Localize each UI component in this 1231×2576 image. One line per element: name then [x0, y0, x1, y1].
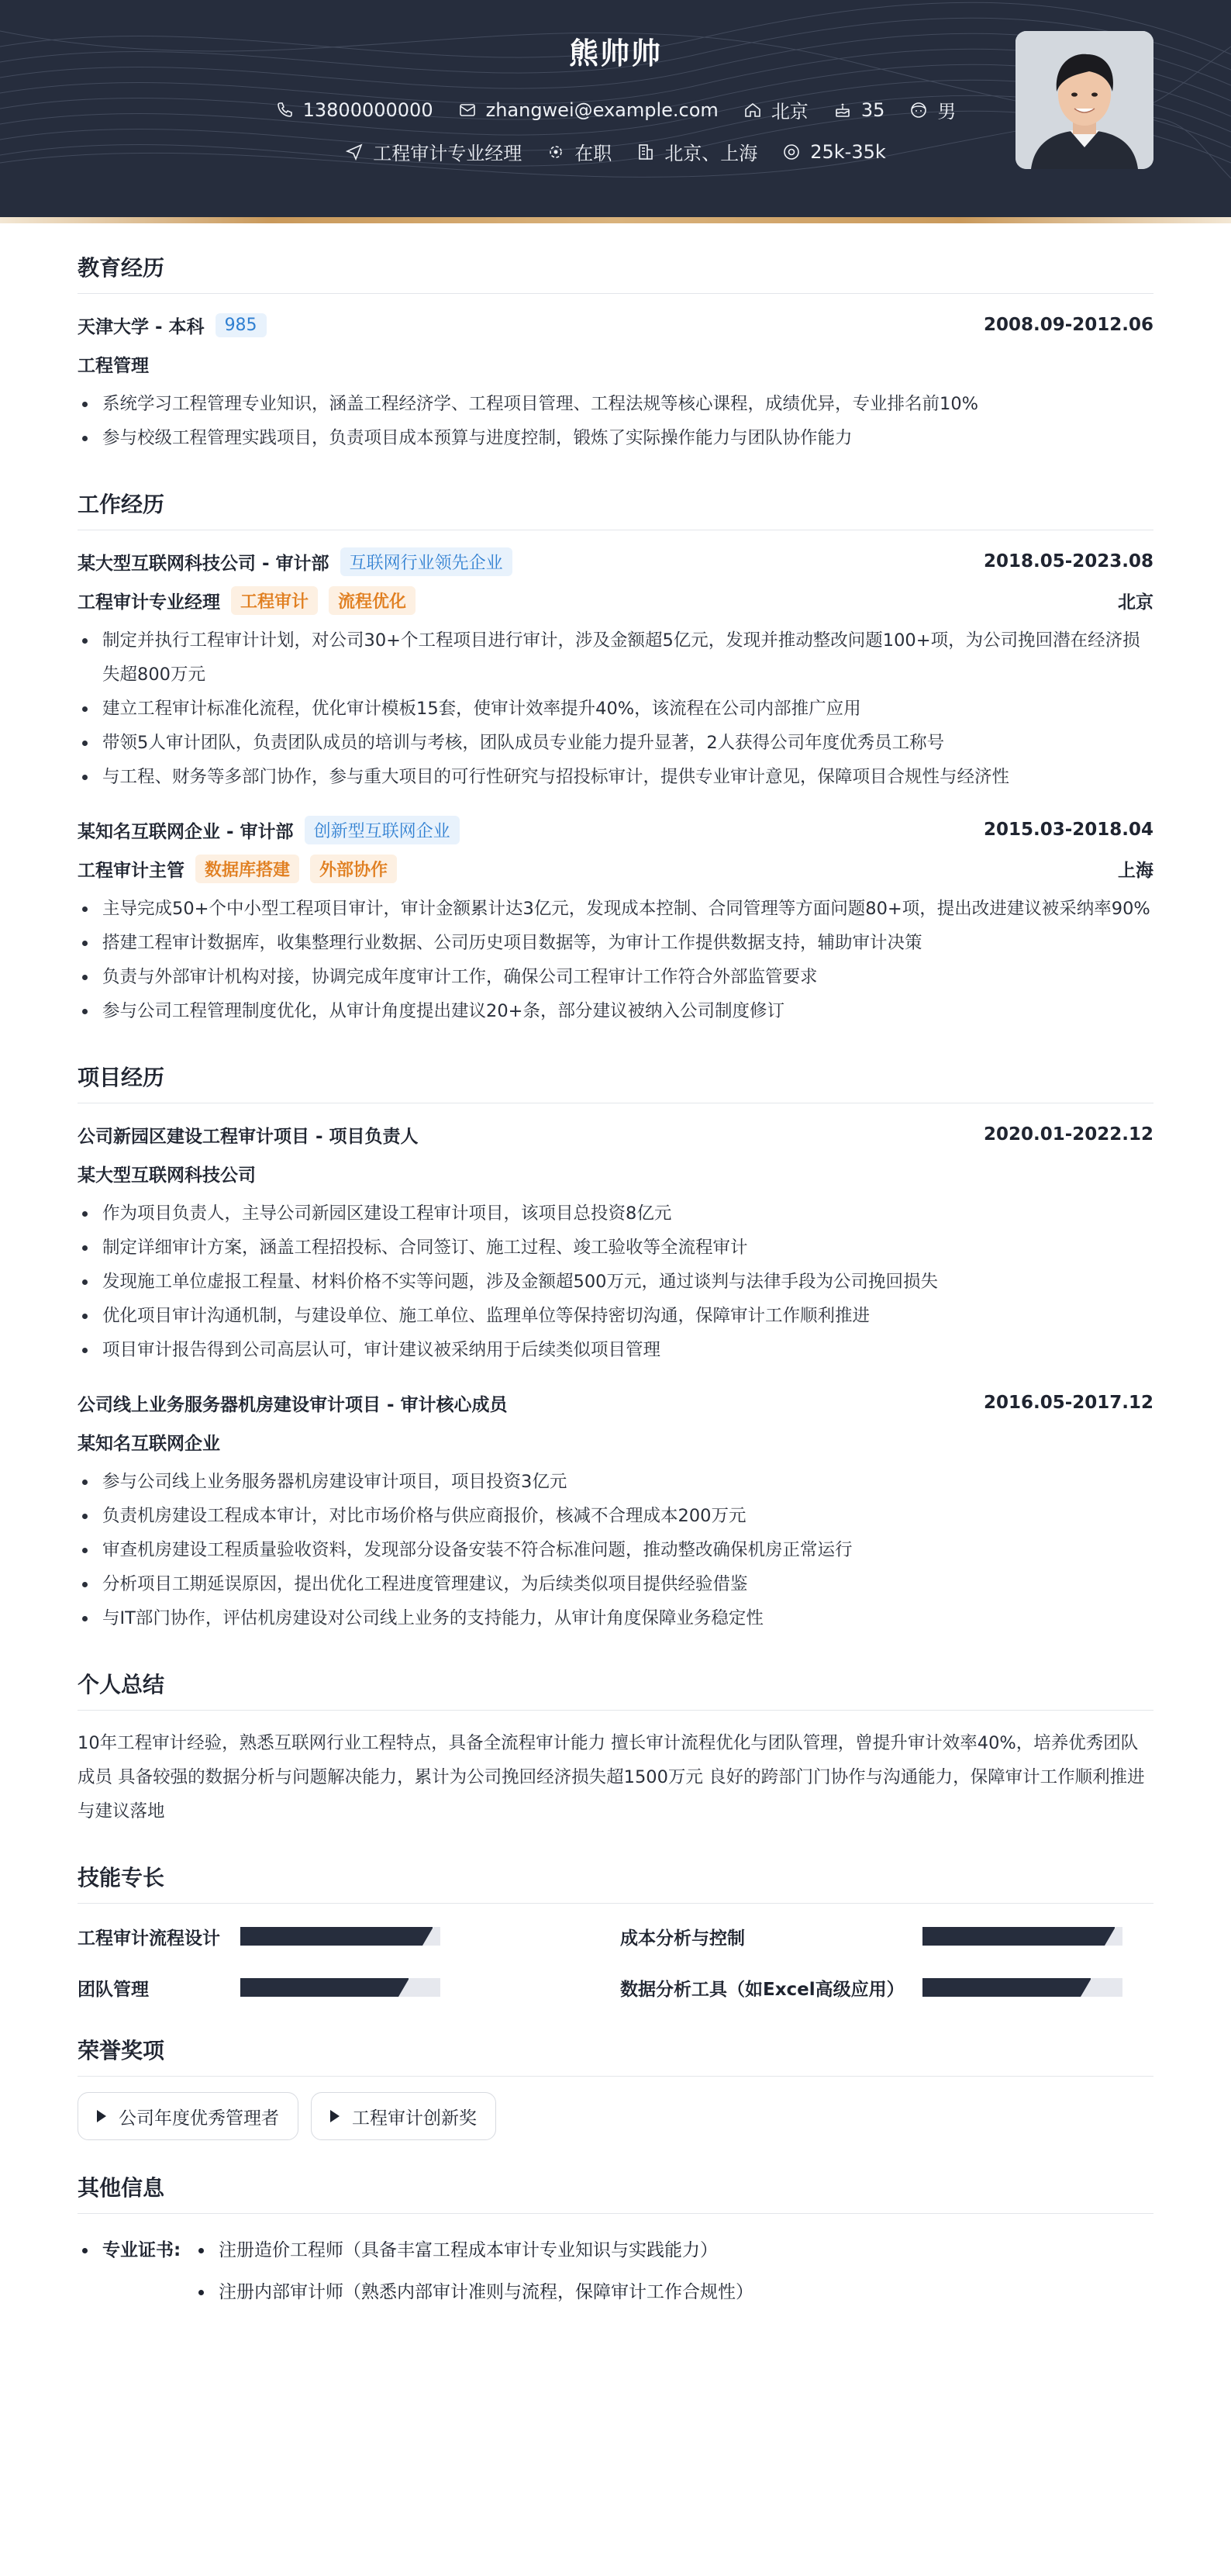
honor-badge — [78, 2092, 298, 2140]
gender-info — [909, 96, 956, 123]
education-entry — [78, 309, 1153, 455]
building-icon — [636, 143, 655, 161]
expected-salary: 25k-35k — [810, 140, 886, 163]
role-tag: 工程审计 — [231, 586, 318, 615]
projects-section — [78, 1061, 1153, 1635]
work-bullets — [78, 623, 1153, 794]
honor-badge — [311, 2092, 496, 2140]
work-location: 北京 — [1118, 592, 1153, 613]
certificates-list — [194, 2229, 753, 2313]
list-item: 优化项目审计沟通机制，与建设单位、施工单位、监理单位等保持密切沟通，保障审计工作顺利推进 — [78, 1299, 1153, 1333]
skill-level-fill — [922, 1978, 1091, 1997]
resume-body — [78, 223, 1153, 2313]
play-icon — [330, 2110, 340, 2122]
skills-section — [78, 1861, 1153, 2005]
project-name: 公司新园区建设工程审计项目 - 项目负责人 — [78, 1126, 419, 1147]
target-city: 北京、上海 — [664, 143, 758, 164]
work-section — [78, 488, 1153, 1028]
list-item: 系统学习工程管理专业知识，涵盖工程经济学、工程项目管理、工程法规等核心课程，成绩优异，专业排名前10% — [78, 387, 1153, 421]
summary-text: 10年工程审计经验，熟悉互联网行业工程特点，具备全流程审计能力 擅长审计流程优化与团队管理，曾提升审计效率40%，培养优秀团队成员 具备较强的数据分析与问题解决能力，累计为公司挽回经济损失超1500万元 良好的跨部门门协作与沟通能力，保障审计工作顺利推进与建议落地 — [78, 1733, 1145, 1822]
profile-photo — [1015, 31, 1153, 169]
list-item: 与工程、财务等多部门协作，参与重大项目的可行性研究与招投标审计，提供专业审计意见，保障项目合规性与经济性 — [78, 760, 1153, 794]
work-entry — [78, 814, 1153, 1028]
send-icon — [345, 143, 364, 161]
list-item: 参与公司线上业务服务器机房建设审计项目，项目投资3亿元 — [78, 1465, 1153, 1499]
play-icon — [97, 2110, 106, 2122]
city-info — [743, 96, 809, 123]
target-city-info — [636, 138, 757, 165]
project-org: 某知名互联网企业 — [78, 1433, 220, 1454]
home-icon — [743, 101, 762, 119]
honor-label: 公司年度优秀管理者 — [119, 2108, 279, 2129]
skill-level-fill — [240, 1927, 433, 1946]
email-info — [458, 99, 719, 121]
list-item: 项目审计报告得到公司高层认可，审计建议被采纳用于后续类似项目管理 — [78, 1333, 1153, 1367]
list-item: 发现施工单位虚报工程量、材料价格不实等问题，涉及金额超500万元，通过谈判与法律手段为公司挽回损失 — [78, 1265, 1153, 1299]
job-title: 工程审计专业经理 — [78, 592, 220, 613]
project-entry — [78, 1387, 1153, 1635]
list-item: 注册内部审计师（熟悉内部审计准则与流程，保障审计工作合规性） — [194, 2271, 753, 2313]
age-info — [833, 99, 885, 121]
section-title-other: 其他信息 — [78, 2171, 1153, 2214]
list-item: 与IT部门协作，评估机房建设对公司线上业务的支持能力，从审计角度保障业务稳定性 — [78, 1601, 1153, 1635]
skills-grid — [78, 1919, 1153, 2005]
section-title-education: 教育经历 — [78, 251, 1153, 294]
list-item: 制定详细审计方案，涵盖工程招投标、合同签订、施工过程、竣工验收等全流程审计 — [78, 1231, 1153, 1265]
company-tag: 创新型互联网企业 — [305, 816, 460, 844]
section-title-projects: 项目经历 — [78, 1061, 1153, 1103]
honor-label: 工程审计创新奖 — [352, 2108, 477, 2129]
skill-level-bar — [240, 1978, 440, 1997]
job-title: 工程审计主管 — [78, 860, 184, 881]
work-bullets — [78, 892, 1153, 1028]
list-item: 参与公司工程管理制度优化，从审计角度提出建议20+条，部分建议被纳入公司制度修订 — [78, 994, 1153, 1028]
job-status: 在职 — [574, 143, 612, 164]
education-section — [78, 251, 1153, 455]
company-tag: 互联网行业领先企业 — [340, 547, 512, 576]
gold-divider — [0, 217, 1231, 223]
list-item: 审查机房建设工程质量验收资料，发现部分设备安装不符合标准问题，推动整改确保机房正常运行 — [78, 1533, 1153, 1567]
cake-icon — [833, 101, 852, 119]
honors-list — [78, 2092, 1153, 2140]
project-org: 某大型互联网科技公司 — [78, 1165, 256, 1186]
gender-value: 男 — [937, 101, 957, 123]
status-info — [547, 138, 612, 165]
project-period: 2020.01-2022.12 — [983, 1124, 1153, 1145]
skill-item — [78, 1970, 620, 2005]
role-tag: 数据库搭建 — [195, 855, 299, 883]
list-item: 搭建工程审计数据库，收集整理行业数据、公司历史项目数据等，为审计工作提供数据支持，辅助审计决策 — [78, 926, 1153, 960]
role-tag: 流程优化 — [329, 586, 416, 615]
skill-level-bar — [240, 1927, 440, 1946]
education-bullets — [78, 387, 1153, 455]
section-title-summary: 个人总结 — [78, 1668, 1153, 1711]
age-value: 35 — [860, 98, 885, 121]
section-title-work: 工作经历 — [78, 488, 1153, 530]
skill-name: 团队管理 — [78, 1979, 149, 2000]
resume-header — [0, 0, 1231, 223]
list-item: 带领5人审计团队，负责团队成员的培训与考核，团队成员专业能力提升显著，2人获得公司年度优秀员工称号 — [78, 726, 1153, 760]
list-item: 主导完成50+个中小型工程项目审计，审计金额累计达3亿元，发现成本控制、合同管理等方面问题80+项，提出改进建议被采纳率90% — [78, 892, 1153, 926]
project-entry — [78, 1119, 1153, 1367]
section-title-skills: 技能专长 — [78, 1861, 1153, 1904]
list-item: 负责与外部审计机构对接，协调完成年度审计工作，确保公司工程审计工作符合外部监管要求 — [78, 960, 1153, 994]
mail-icon — [458, 101, 477, 119]
certificates-label: 专业证书: — [78, 2229, 194, 2313]
skill-name: 成本分析与控制 — [620, 1928, 745, 1949]
project-name: 公司线上业务服务器机房建设审计项目 - 审计核心成员 — [78, 1394, 508, 1415]
list-item: 作为项目负责人，主导公司新园区建设工程审计项目，该项目总投资8亿元 — [78, 1196, 1153, 1231]
candidate-name: 熊帅帅 — [568, 36, 662, 71]
skill-item — [620, 1970, 1153, 2005]
project-bullets — [78, 1196, 1153, 1367]
major-name: 工程管理 — [78, 355, 149, 376]
avatar-illustration — [1015, 31, 1153, 169]
salary-info — [782, 141, 886, 163]
list-item: 注册造价工程师（具备丰富工程成本审计专业知识与实践能力） — [194, 2229, 753, 2271]
work-entry — [78, 546, 1153, 794]
honors-section — [78, 2034, 1153, 2140]
skill-name: 工程审计流程设计 — [78, 1928, 220, 1949]
role-tag: 外部协作 — [310, 855, 397, 883]
school-tag: 985 — [216, 313, 267, 337]
current-city: 北京 — [771, 101, 809, 123]
skill-item — [620, 1919, 1153, 1953]
skill-level-fill — [922, 1927, 1115, 1946]
list-item: 参与校级工程管理实践项目，负责项目成本预算与进度控制，锻炼了实际操作能力与团队协作能力 — [78, 421, 1153, 455]
other-section — [78, 2171, 1153, 2313]
skill-item — [78, 1919, 620, 1953]
skill-level-bar — [922, 1978, 1122, 1997]
project-bullets — [78, 1465, 1153, 1635]
company-name: 某知名互联网企业 - 审计部 — [78, 821, 294, 842]
work-period: 2015.03-2018.04 — [983, 820, 1153, 840]
work-location: 上海 — [1118, 860, 1153, 881]
person-icon — [909, 101, 928, 119]
phone-info — [275, 99, 433, 121]
work-period: 2018.05-2023.08 — [983, 551, 1153, 571]
education-period: 2008.09-2012.06 — [983, 315, 1153, 335]
list-item: 建立工程审计标准化流程，优化审计模板15套，使审计效率提升40%，该流程在公司内部推广应用 — [78, 692, 1153, 726]
school-name: 天津大学 - 本科 — [78, 316, 205, 337]
phone-number: 13800000000 — [302, 98, 433, 121]
project-period: 2016.05-2017.12 — [983, 1393, 1153, 1413]
money-icon — [782, 143, 801, 161]
email-address: zhangwei@example.com — [485, 98, 719, 121]
section-title-honors: 荣誉奖项 — [78, 2034, 1153, 2077]
summary-section — [78, 1668, 1153, 1828]
list-item: 分析项目工期延误原因，提出优化工程进度管理建议，为后续类似项目提供经验借鉴 — [78, 1567, 1153, 1601]
target-position: 工程审计专业经理 — [373, 143, 522, 164]
skill-level-fill — [240, 1978, 409, 1997]
company-name: 某大型互联网科技公司 - 审计部 — [78, 553, 329, 574]
skill-name: 数据分析工具（如Excel高级应用） — [620, 1979, 905, 2000]
list-item: 负责机房建设工程成本审计，对比市场价格与供应商报价，核减不合理成本200万元 — [78, 1499, 1153, 1533]
position-info — [345, 138, 522, 165]
list-item: 制定并执行工程审计计划，对公司30+个工程项目进行审计，涉及金额超5亿元，发现并推动整改问题100+项，为公司挽回潜在经济损失超800万元 — [78, 623, 1153, 692]
phone-icon — [275, 101, 294, 119]
status-icon — [547, 143, 565, 161]
certificates-row — [78, 2229, 1153, 2313]
skill-level-bar — [922, 1927, 1122, 1946]
